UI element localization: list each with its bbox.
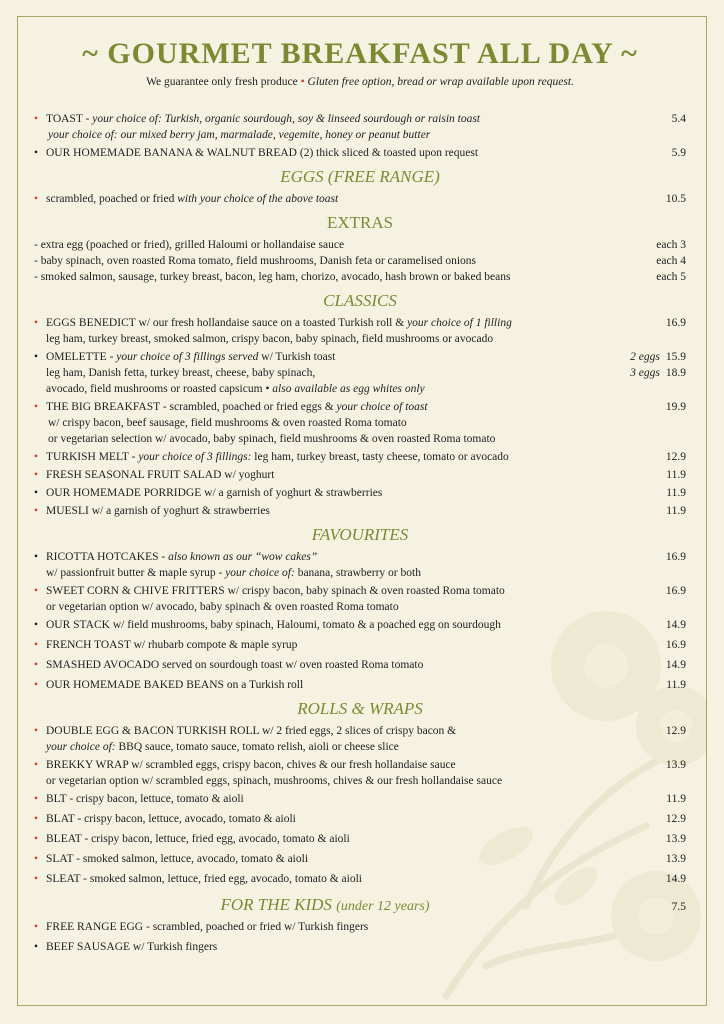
extras-row xyxy=(34,237,686,253)
item-desc: (2) thick sliced & toasted upon request xyxy=(299,147,479,159)
section-title-kids xyxy=(34,895,686,915)
menu-text: BREKKY WRAP xyxy=(46,759,129,771)
menu-text: banana, strawberry or both xyxy=(297,567,421,579)
menu-item-blt: • BLT - crispy bacon, lettuce, tomato & aioli 11.9 xyxy=(34,793,686,805)
menu-text: OUR HOMEMADE PORRIDGE xyxy=(46,487,202,499)
item-price: 13.9 xyxy=(665,833,686,845)
menu-content xyxy=(34,36,686,955)
menu-text: your choice of: xyxy=(225,567,295,579)
item-price: 12.9 xyxy=(665,451,686,463)
menu-text: RICOTTA HOTCAKES xyxy=(46,551,159,563)
menu-item-eggs: • scrambled, poached or fried with your choice of the above toast 10.5 xyxy=(34,193,686,205)
menu-item-sleat: • SLEAT - smoked salmon, lettuce, fried egg, avocado, tomato & aioli 14.9 xyxy=(34,873,686,885)
menu-text: avocado, field mushrooms or roasted capsicum xyxy=(46,383,263,395)
item-name: TOAST xyxy=(46,113,83,125)
menu-text: BLEAT xyxy=(46,833,82,845)
menu-item-fritters: • SWEET CORN & CHIVE FRITTERS w/ crispy bacon, baby spinach & oven roasted Roma tomato or vegetarian option w/ avocado, baby spinach & oven roasted Roma tomato 16.9 xyxy=(34,585,686,613)
section-title-classics: CLASSICS xyxy=(323,291,397,310)
subtitle-italic: Gluten free option, bread or wrap available upon request. xyxy=(307,76,574,88)
menu-text: w/ scrambled eggs, crispy bacon, chives & our fresh hollandaise sauce xyxy=(131,759,456,771)
item-price: 5.4 xyxy=(671,113,686,125)
menu-item-slat: • SLAT - smoked salmon, lettuce, avocado, tomato & aioli 13.9 xyxy=(34,853,686,865)
menu-text: - crispy bacon, lettuce, avocado, tomato & aioli xyxy=(77,813,296,825)
menu-item-ricotta: • RICOTTA HOTCAKES - also known as our “wow cakes” w/ passionfruit butter & maple syrup - your choice of: banana, strawberry or both 16.9 xyxy=(34,551,686,579)
menu-text: w/ passionfruit butter & maple syrup - xyxy=(46,567,223,579)
item-price: 14.9 xyxy=(665,873,686,885)
item-price: 5.9 xyxy=(671,147,686,159)
menu-text: MUESLI xyxy=(46,505,89,517)
menu-text: - your choice of 3 fillings served xyxy=(109,351,259,363)
item-price: 11.9 xyxy=(666,793,686,805)
menu-text: w/ a garnish of yoghurt & strawberries xyxy=(204,487,383,499)
menu-text: leg ham, turkey breast, tasty cheese, tomato or avocado xyxy=(254,451,509,463)
item-price: 12.9 xyxy=(665,813,686,825)
menu-item-porridge: • OUR HOMEMADE PORRIDGE w/ a garnish of yoghurt & strawberries 11.9 xyxy=(34,487,686,499)
menu-text: FREE RANGE EGG xyxy=(46,921,144,933)
menu-text: DOUBLE EGG & BACON TURKISH ROLL xyxy=(46,725,260,737)
extras-row xyxy=(34,269,686,285)
menu-text: on a Turkish roll xyxy=(226,679,304,691)
menu-text: - extra egg (poached or fried), grilled Haloumi or hollandaise sauce xyxy=(34,239,345,251)
item-price: 10.5 xyxy=(665,193,686,205)
menu-text: - smoked salmon, sausage, turkey breast, bacon, leg ham, chorizo, avocado, hash brown or baked beans xyxy=(34,271,511,283)
item-price: 15.9 xyxy=(665,351,686,363)
menu-item-omelette: • OMELETTE - your choice of 3 fillings served w/ Turkish toast leg ham, Danish fetta, turkey breast, cheese, baby spinach, avocado, field mushrooms or roasted capsicum • also available as egg whites only 2 eggs 15.9 3 eggs 18.9 xyxy=(34,351,686,395)
menu-text: leg ham, Danish fetta, turkey breast, cheese, baby spinach, xyxy=(46,367,316,379)
menu-text: or vegetarian option w/ avocado, baby spinach & oven roasted Roma tomato xyxy=(46,601,399,613)
menu-item-kids-sausage: • BEEF SAUSAGE w/ Turkish fingers xyxy=(34,941,218,953)
menu-text: served on sourdough toast w/ oven roasted Roma tomato xyxy=(162,659,424,671)
menu-text: - scrambled, poached or fried w/ Turkish fingers xyxy=(146,921,369,933)
menu-text: SMASHED AVOCADO xyxy=(46,659,160,671)
menu-text: - crispy bacon, lettuce, fried egg, avocado, tomato & aioli xyxy=(84,833,350,845)
item-price: 7.5 xyxy=(671,901,686,913)
menu-text: w/ crispy bacon, beef sausage, field mushrooms & oven roasted Roma tomato xyxy=(48,417,407,429)
menu-item-muesli: • MUESLI w/ a garnish of yoghurt & strawberries 11.9 xyxy=(34,505,686,517)
bullet-dot: • xyxy=(300,76,305,88)
menu-text: your choice of: xyxy=(46,741,116,753)
menu-text: THE BIG BREAKFAST xyxy=(46,401,160,413)
menu-text: SWEET CORN & CHIVE FRITTERS xyxy=(46,585,225,597)
item-price: 16.9 xyxy=(665,585,686,597)
item-price: 16.9 xyxy=(665,317,686,329)
page-title: ~ GOURMET BREAKFAST ALL DAY ~ xyxy=(82,37,638,70)
menu-text: - baby spinach, oven roasted Roma tomato, field mushrooms, Danish feta or caramelised onions xyxy=(34,255,477,267)
item-price: each 4 xyxy=(656,255,686,267)
menu-text: w/ a garnish of yoghurt & strawberries xyxy=(91,505,270,517)
item-price: 19.9 xyxy=(665,401,686,413)
menu-text: - your choice of 3 fillings: xyxy=(131,451,252,463)
item-price: 14.9 xyxy=(665,619,686,631)
menu-text: FRENCH TOAST xyxy=(46,639,131,651)
menu-item-turkish-melt: • TURKISH MELT - your choice of 3 fillings: leg ham, turkey breast, tasty cheese, tomato or avocado 12.9 xyxy=(34,451,686,463)
menu-text: or vegetarian option w/ scrambled eggs, spinach, mushrooms, chives & our fresh hollandaise sauce xyxy=(46,775,503,787)
menu-text: • also available as egg whites only xyxy=(265,383,425,395)
menu-text: or vegetarian selection w/ avocado, baby spinach, field mushrooms & oven roasted Roma tomato xyxy=(48,433,496,445)
item-price: 11.9 xyxy=(666,487,686,499)
menu-text: SLEAT xyxy=(46,873,81,885)
item-name: OUR HOMEMADE BANANA & WALNUT BREAD xyxy=(46,147,297,159)
menu-text: your choice of 1 filling xyxy=(407,317,512,329)
menu-text: - also known as our “wow cakes” xyxy=(161,551,318,563)
menu-item-fruit-salad: • FRESH SEASONAL FRUIT SALAD w/ yoghurt 11.9 xyxy=(34,469,686,481)
menu-text: - scrambled, poached or fried eggs & xyxy=(162,401,334,413)
subtitle-main: We guarantee only fresh produce xyxy=(146,76,298,88)
menu-text: OUR STACK xyxy=(46,619,110,631)
menu-item-baked-beans: • OUR HOMEMADE BAKED BEANS on a Turkish roll 11.9 xyxy=(34,679,686,691)
item-desc: your choice of: our mixed berry jam, marmalade, vegemite, honey or peanut butter xyxy=(48,129,431,141)
menu-text: w/ our fresh hollandaise sauce on a toasted Turkish roll & xyxy=(138,317,405,329)
menu-item-toast: • TOAST - your choice of: Turkish, organic sourdough, soy & linseed sourdough or raisin toast your choice of: our mixed berry jam, marmalade, vegemite, honey or peanut butter 5.4 xyxy=(34,113,686,141)
menu-text: EGGS BENEDICT xyxy=(46,317,136,329)
item-desc: with your choice of the above toast xyxy=(177,193,339,205)
menu-text: SLAT xyxy=(46,853,74,865)
menu-item-big-breakfast: • THE BIG BREAKFAST - scrambled, poached or fried eggs & your choice of toast w/ crispy bacon, beef sausage, field mushrooms & oven roasted Roma tomato or vegetarian selection w/ avocado, baby spinach, field mushrooms & oven roasted Roma tomato 19.9 xyxy=(34,401,686,445)
item-price: each 5 xyxy=(656,271,686,283)
item-price: 11.9 xyxy=(666,679,686,691)
menu-text: w/ crispy bacon, baby spinach & oven roasted Roma tomato xyxy=(227,585,505,597)
menu-text: - smoked salmon, lettuce, fried egg, avocado, tomato & aioli xyxy=(83,873,362,885)
section-title-favourites: FAVOURITES xyxy=(311,525,409,544)
item-price: 11.9 xyxy=(666,505,686,517)
menu-item-eggs-benedict: • EGGS BENEDICT w/ our fresh hollandaise sauce on a toasted Turkish roll & your choice of 1 filling leg ham, turkey breast, smoked salmon, crispy bacon, baby spinach, field mushrooms or avocado 16.9 xyxy=(34,317,686,345)
menu-item-double-egg-roll: • DOUBLE EGG & BACON TURKISH ROLL w/ 2 fried eggs, 2 slices of crispy bacon & your choice of: BBQ sauce, tomato sauce, tomato relish, aioli or cheese slice 12.9 xyxy=(34,725,686,753)
menu-text: - crispy bacon, lettuce, tomato & aioli xyxy=(69,793,244,805)
item-price: 18.9 xyxy=(665,367,686,379)
item-price: each 3 xyxy=(656,239,686,251)
menu-item-banana-bread: • OUR HOMEMADE BANANA & WALNUT BREAD (2) thick sliced & toasted upon request 5.9 xyxy=(34,147,686,159)
menu-text: w/ rhubarb compote & maple syrup xyxy=(133,639,298,651)
item-desc: - your choice of: Turkish, organic sourdough, soy & linseed sourdough or raisin toast xyxy=(85,113,481,125)
item-price: 11.9 xyxy=(666,469,686,481)
menu-item-french-toast: • FRENCH TOAST w/ rhubarb compote & maple syrup 16.9 xyxy=(34,639,686,651)
extras-row xyxy=(34,253,686,269)
menu-item-brekky-wrap: • BREKKY WRAP w/ scrambled eggs, crispy bacon, chives & our fresh hollandaise sauce or vegetarian option w/ scrambled eggs, spinach, mushrooms, chives & our fresh hollandaise sauce 13.9 xyxy=(34,759,686,787)
menu-text: BEEF SAUSAGE xyxy=(46,941,131,953)
menu-text: your choice of toast xyxy=(336,401,428,413)
section-title-rolls: ROLLS & WRAPS xyxy=(297,699,423,718)
item-price: 13.9 xyxy=(665,759,686,771)
menu-text: TURKISH MELT xyxy=(46,451,129,463)
item-price: 12.9 xyxy=(665,725,686,737)
item-price: 13.9 xyxy=(665,853,686,865)
menu-item-smashed-avocado: • SMASHED AVOCADO served on sourdough toast w/ oven roasted Roma tomato 14.9 xyxy=(34,659,686,671)
menu-text: w/ Turkish fingers xyxy=(132,941,218,953)
item-price: 14.9 xyxy=(665,659,686,671)
menu-text: 2 eggs xyxy=(630,351,660,363)
menu-text: BLT xyxy=(46,793,67,805)
menu-text: BBQ sauce, tomato sauce, tomato relish, aioli or cheese slice xyxy=(118,741,399,753)
menu-text: OMELETTE xyxy=(46,351,107,363)
menu-text: w/ yoghurt xyxy=(224,469,275,481)
menu-text: FRESH SEASONAL FRUIT SALAD xyxy=(46,469,222,481)
menu-text: BLAT xyxy=(46,813,75,825)
page-subtitle xyxy=(34,75,686,89)
menu-text: w/ field mushrooms, baby spinach, Haloumi, tomato & a poached egg on sourdough xyxy=(112,619,501,631)
menu-text: (under 12 years) xyxy=(336,899,430,914)
menu-text: - smoked salmon, lettuce, avocado, tomato & aioli xyxy=(76,853,309,865)
menu-text: leg ham, turkey breast, smoked salmon, crispy bacon, baby spinach, field mushrooms or avocado xyxy=(46,333,494,345)
item-price: 16.9 xyxy=(665,639,686,651)
menu-text: w/ 2 fried eggs, 2 slices of crispy bacon & xyxy=(261,725,457,737)
section-title-extras: EXTRAS xyxy=(326,213,394,232)
menu-item-kids-egg: • FREE RANGE EGG - scrambled, poached or fried w/ Turkish fingers xyxy=(34,921,369,933)
menu-text: FOR THE KIDS xyxy=(220,895,332,914)
menu-item-our-stack: • OUR STACK w/ field mushrooms, baby spinach, Haloumi, tomato & a poached egg on sourdough 14.9 xyxy=(34,619,686,631)
menu-text: w/ Turkish toast xyxy=(261,351,336,363)
menu-text: 3 eggs xyxy=(630,367,660,379)
section-title-eggs: EGGS (FREE RANGE) xyxy=(280,167,440,186)
menu-text: OUR HOMEMADE BAKED BEANS xyxy=(46,679,224,691)
menu-item-bleat: • BLEAT - crispy bacon, lettuce, fried egg, avocado, tomato & aioli 13.9 xyxy=(34,833,686,845)
menu-item-blat: • BLAT - crispy bacon, lettuce, avocado, tomato & aioli 12.9 xyxy=(34,813,686,825)
item-price: 16.9 xyxy=(665,551,686,563)
item-name: scrambled, poached or fried xyxy=(46,193,175,205)
